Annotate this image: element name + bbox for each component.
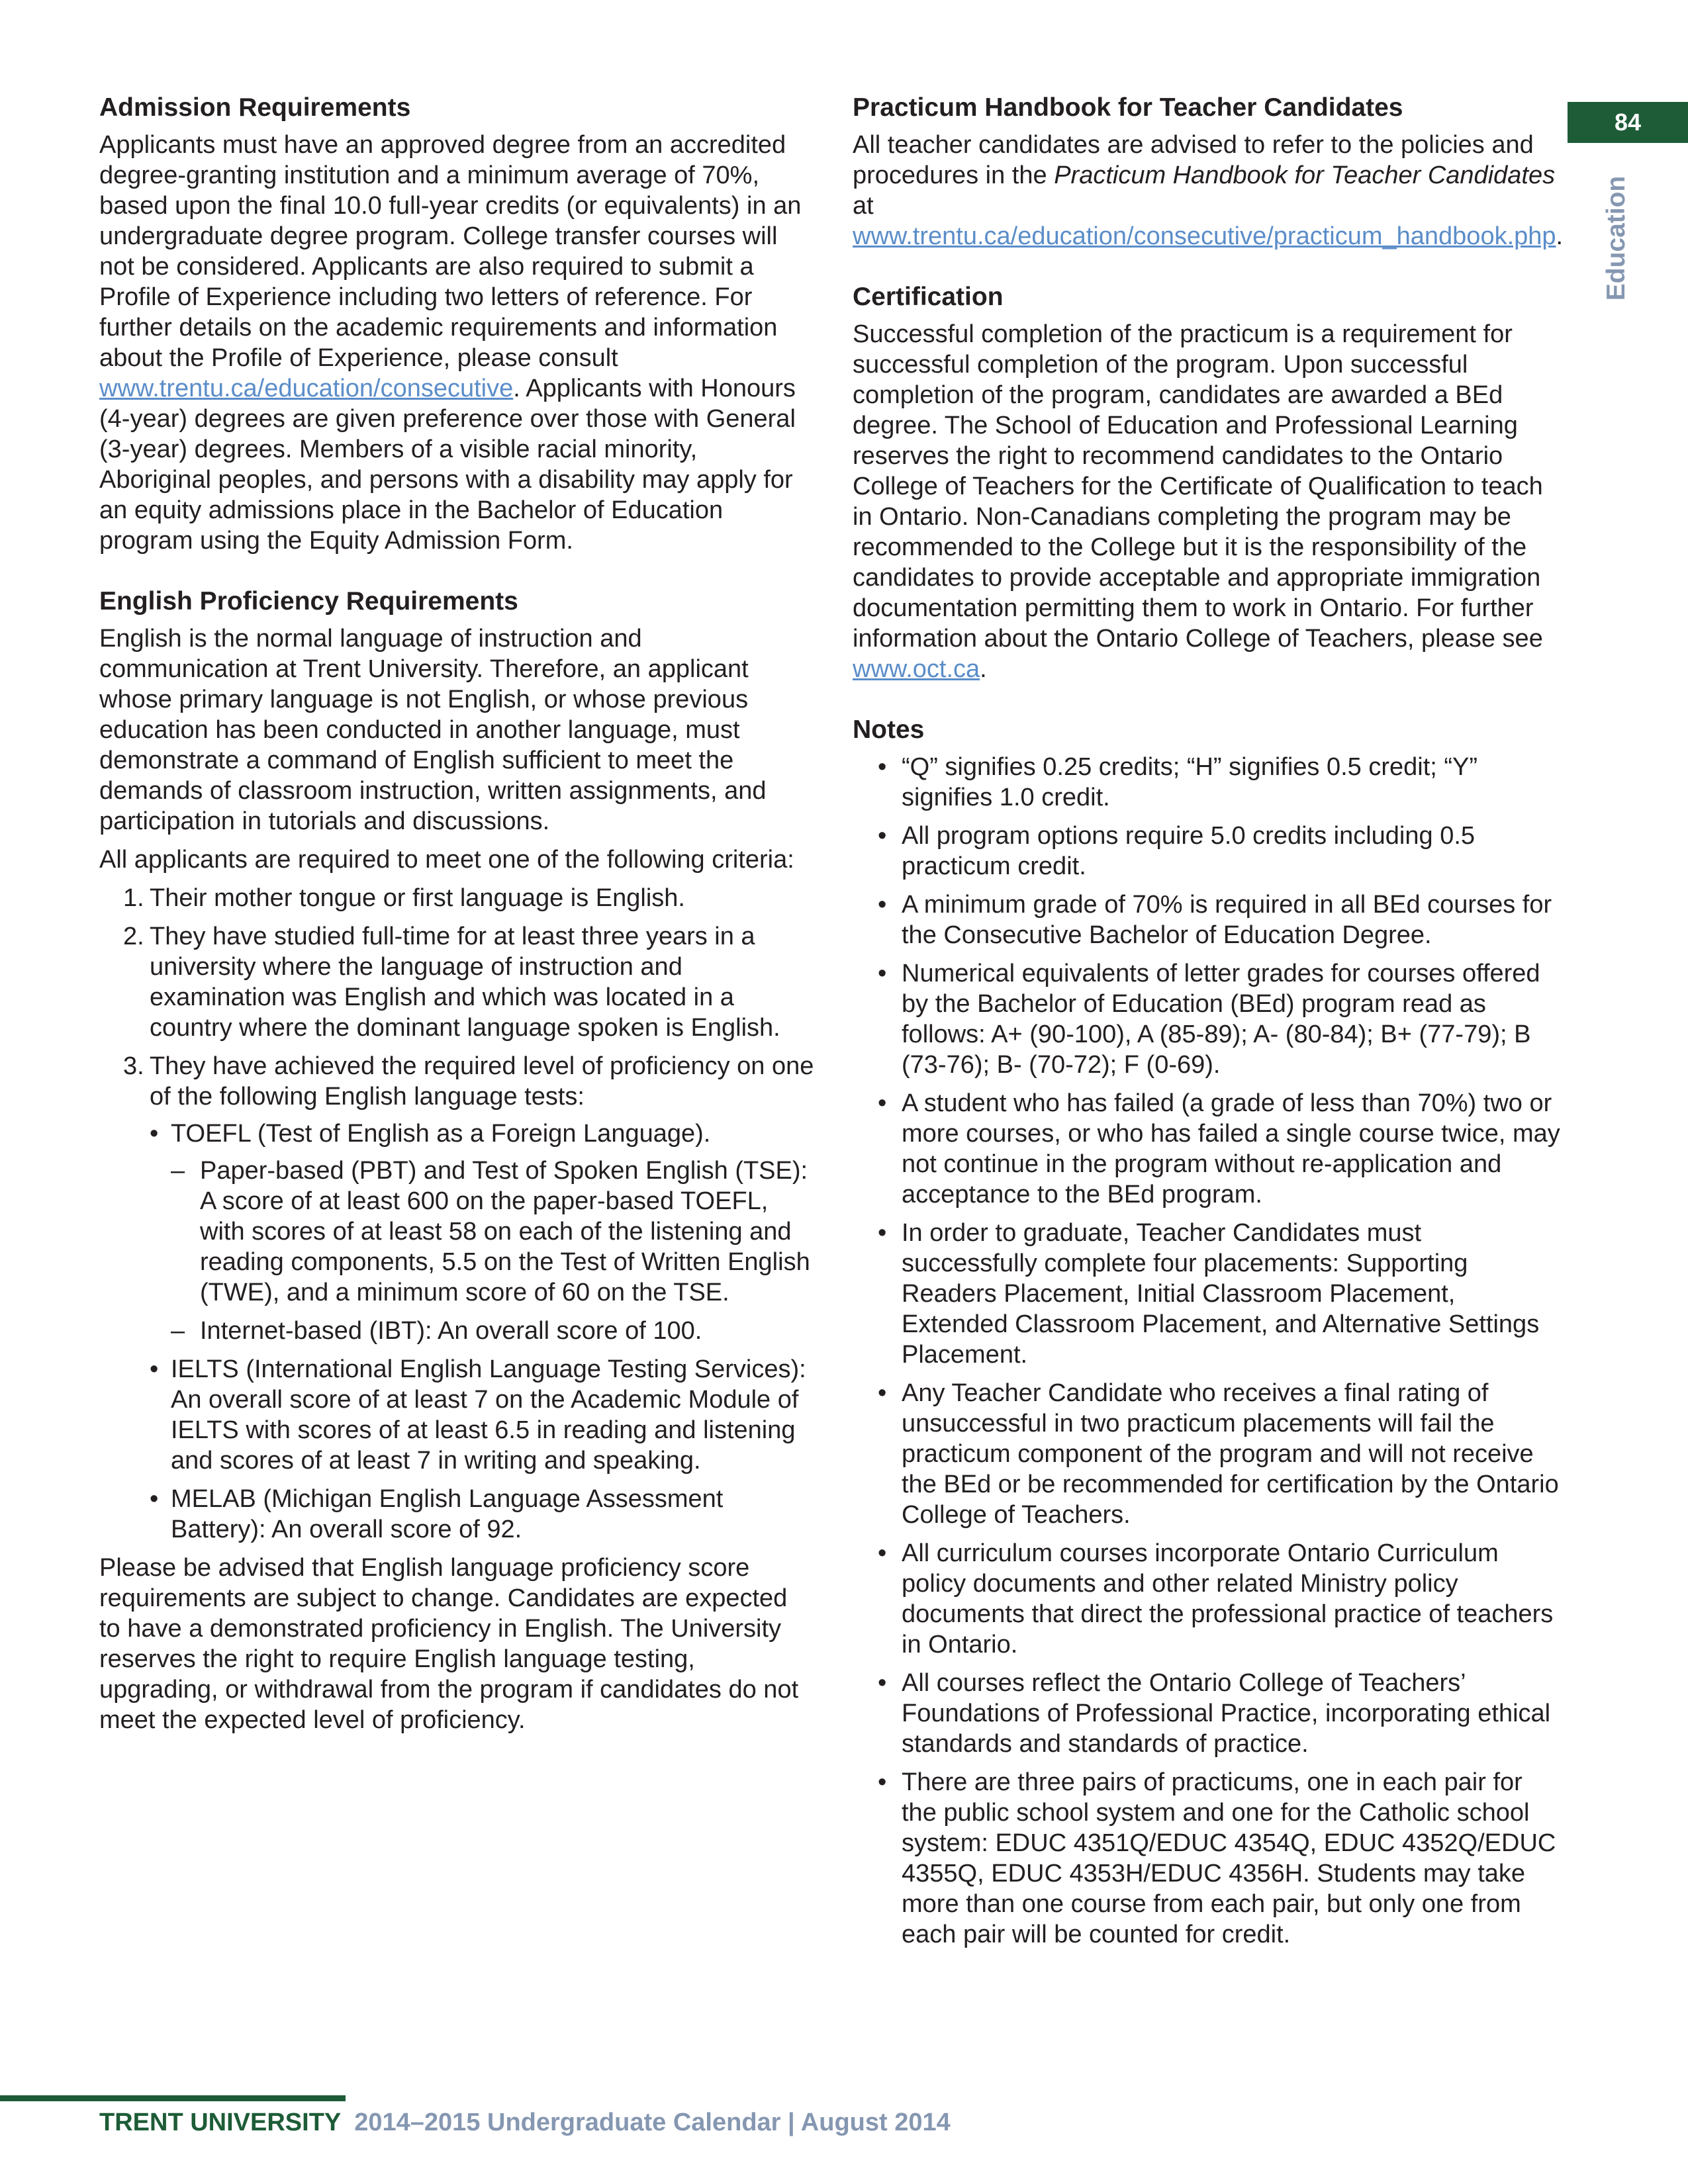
- admission-paragraph: Applicants must have an approved degree from an accredited degree-granting institution and a minimum average of 70%, based upon the final 10.0 full-year credits (or equivalents) in an undergraduate degree program. College transfer courses will not be considered. Applicants are also required to submit a Profile of Experience including two letters of reference. For further details on the academic requirements and information about the Profile of Experience, please consult www.trentu.ca/education/consecutive. Applicants with Honours (4-year) degrees are given preference over those with General (3-year) degrees. Members of a visible racial minority, Aboriginal peoples, and persons with a disability may apply for an equity admissions place in the Bachelor of Education program using the Equity Admission Form.: [99, 131, 802, 555]
- certification-heading: Certification: [853, 283, 1004, 311]
- toefl-sub-list: [171, 1156, 814, 1346]
- criteria-item: 2. They have studied full-time for at least three years in a university where the language of instruction and examination was English and which was located in a country where the dominant language spoken is English.: [123, 923, 780, 1042]
- footer-university: TRENT UNIVERSITY: [99, 2109, 342, 2136]
- test-item-toefl: • TOEFL (Test of English as a Foreign Language). – Paper-based (PBT) and Test of Spoken English (TSE): A score of at least 600 on the paper-based TOEFL, with scores of at least 58 on each of the listening and reading components, 5.5 on the Test of Written English (TWE), and a minimum score of 60 on the TSE. – Internet-based (IBT): An overall score of 100.: [150, 1118, 814, 1346]
- note-item: • A minimum grade of 70% is required in all BEd courses for the Consecutive Bachelor of Education Degree.: [853, 889, 1561, 950]
- criteria-item: 1. Their mother tongue or first language is English.: [123, 884, 685, 912]
- test-list: [150, 1118, 814, 1545]
- toefl-pbt-item: – Paper-based (PBT) and Test of Spoken English (TSE): A score of at least 600 on the paper-based TOEFL, with scores of at least 58 on each of the listening and reading components, 5.5 on the Test of Written English (TWE), and a minimum score of 60 on the TSE.: [171, 1156, 814, 1308]
- oct-link[interactable]: www.oct.ca: [853, 655, 980, 683]
- page-number-tab: 84: [1568, 102, 1688, 143]
- criteria-item: 3. They have achieved the required level of proficiency on one of the following English language tests: • TOEFL (Test of English as a Foreign Language). – Paper-based (PBT) and Test of Spoken English (TSE): A score of at least 600 on the paper-based TOEFL, with scores of at least 58 on each of the listening and reading components, 5.5 on the Test of Written English (TWE), and a minimum score of 60 on the TSE. – Internet-based (IBT): An overall score of 100. • IELTS (International English Language Testing Services): An overall score of at least 7 on the Academic Module of IELTS with scores of at least 6.5 in reading and listening and scores of at least 7 in writing and speaking. • MELAB (Michigan English Language Assessment Battery): An overall score of 92.: [99, 1051, 814, 1545]
- note-item: • All curriculum courses incorporate Ontario Curriculum policy documents and other related Ministry policy documents that direct the professional practice of teachers in Ontario.: [853, 1538, 1561, 1660]
- toefl-ibt-item: – Internet-based (IBT): An overall score of 100.: [171, 1316, 814, 1346]
- english-section: [99, 586, 814, 1735]
- english-paragraph-2: All applicants are required to meet one of the following criteria:: [99, 846, 794, 874]
- english-paragraph-3: Please be advised that English language proficiency score requirements are subject to change. Candidates are expected to have a demonstrated proficiency in English. The University reserves the right to require English language testing, upgrading, or withdrawal from the program if candidates do not meet the expected level of proficiency.: [99, 1554, 799, 1734]
- footer-calendar: 2014–2015 Undergraduate Calendar | August 2014: [354, 2109, 951, 2136]
- note-item: • Numerical equivalents of letter grades for courses offered by the Bachelor of Education (BEd) program read as follows: A+ (90-100), A (85-89); A- (80-84); B+ (77-79); B (73-76); B- (70-72); F (0-69).: [853, 958, 1561, 1080]
- right-column: [853, 93, 1564, 1958]
- practicum-handbook-link[interactable]: www.trentu.ca/education/consecutive/practicum_handbook.php: [853, 222, 1556, 250]
- test-item-melab: • MELAB (Michigan English Language Assessment Battery): An overall score of 92.: [150, 1484, 814, 1545]
- admission-heading: Admission Requirements: [99, 93, 411, 122]
- note-item: • There are three pairs of practicums, one in each pair for the public school system and one for the Catholic school system: EDUC 4351Q/EDUC 4354Q, EDUC 4352Q/EDUC 4355Q, EDUC 4353H/EDUC 4356H. Students may take more than one course from each pair, but only one from each pair will be counted for credit.: [853, 1767, 1561, 1950]
- practicum-paragraph: All teacher candidates are advised to refer to the policies and procedures in the Practicum Handbook for Teacher Candidates at www.trentu.ca/education/consecutive/practicum_handbook.php.: [853, 131, 1564, 250]
- section-side-label-text: Education: [1602, 175, 1630, 301]
- note-item: • All program options require 5.0 credits including 0.5 practicum credit.: [853, 821, 1561, 882]
- note-item: • A student who has failed (a grade of less than 70%) two or more courses, or who has failed a single course twice, may not continue in the program without re-application and acceptance to the BEd program.: [853, 1088, 1561, 1210]
- notes-section: [853, 715, 1561, 1950]
- note-item: • Any Teacher Candidate who receives a final rating of unsuccessful in two practicum placements will fail the practicum component of the program and will not receive the BEd or be recommended for certification by the Ontario College of Teachers.: [853, 1378, 1561, 1530]
- left-column: [99, 93, 814, 1766]
- notes-list: [853, 752, 1561, 1950]
- footer-rule: [0, 2095, 346, 2101]
- consecutive-link[interactable]: www.trentu.ca/education/consecutive: [99, 375, 514, 402]
- test-item-ielts: • IELTS (International English Language Testing Services): An overall score of at least 7 on the Academic Module of IELTS with scores of at least 6.5 in reading and listening and scores of at least 7 in writing and speaking.: [150, 1354, 814, 1476]
- section-side-label: [1583, 159, 1650, 318]
- criteria-list: [99, 883, 814, 1545]
- note-item: • “Q” signifies 0.25 credits; “H” signifies 0.5 credit; “Y” signifies 1.0 credit.: [853, 752, 1561, 813]
- certification-paragraph: Successful completion of the practicum is a requirement for successful completion of the program. Upon successful completion of the program, candidates are awarded a BEd degree. The School of Education and Professional Learning reserves the right to recommend candidates to the Ontario College of Teachers for the Certificate of Qualification to teach in Ontario. Non-Canadians completing the program may be recommended to the College but it is the responsibility of the candidates to provide acceptable and appropriate immigration documentation permitting them to work in Ontario. For further information about the Ontario College of Teachers, please see www.oct.ca.: [853, 320, 1543, 683]
- note-item: • In order to graduate, Teacher Candidates must successfully complete four placements: Supporting Readers Placement, Initial Classroom Placement, Extended Classroom Placement, and Alternative Settings Placement.: [853, 1218, 1561, 1370]
- admission-section: [99, 93, 814, 556]
- notes-heading: Notes: [853, 715, 925, 744]
- page-footer: [99, 2109, 951, 2137]
- practicum-section: [853, 93, 1564, 251]
- english-paragraph-1: English is the normal language of instruction and communication at Trent University. Therefore, an applicant whose primary language is not English, or whose previous education has been conducted in another language, must demonstrate a command of English sufficient to meet the demands of classroom instruction, written assignments, and participation in tutorials and discussions.: [99, 625, 767, 835]
- certification-section: [853, 282, 1561, 684]
- practicum-heading: Practicum Handbook for Teacher Candidates: [853, 93, 1403, 122]
- note-item: • All courses reflect the Ontario College of Teachers’ Foundations of Professional Practice, incorporating ethical standards and standards of practice.: [853, 1668, 1561, 1759]
- english-heading: English Proficiency Requirements: [99, 587, 518, 615]
